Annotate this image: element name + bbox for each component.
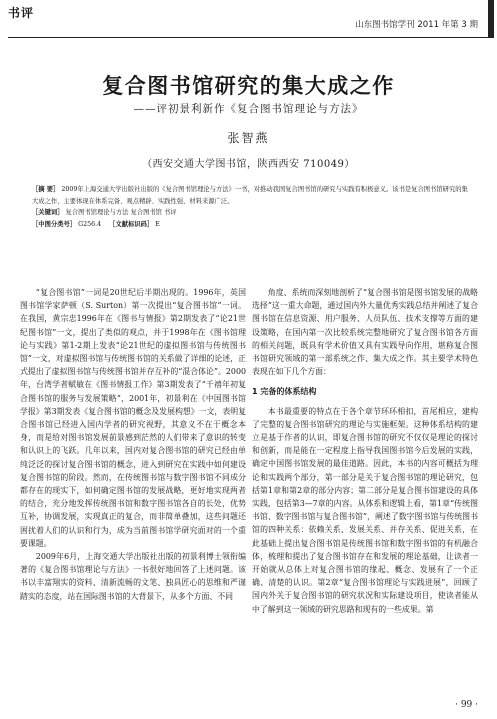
header-corner-bar — [488, 0, 494, 38]
page-number: · 99 · — [455, 700, 478, 710]
body-left-column — [20, 286, 246, 603]
keywords-line — [32, 207, 472, 219]
abstract-block — [32, 184, 472, 230]
article-title: 复合图书馆研究的集大成之作 — [102, 73, 395, 98]
abstract-line — [32, 184, 472, 207]
keywords-text: 复合图书馆理论与方法 复合图书馆 书评 — [65, 209, 177, 216]
doc-code-label: ［文献标识码］ — [109, 220, 154, 228]
keywords-label: ［关键词］ — [32, 209, 64, 216]
abstract-text: 2009年上海交通大学出版社出版的《复合图书馆理论与方法》一书，对推动我国复合图书馆的研究与实践有积极意义。该书是复合图书馆研究的集大成之作，主要体现在体系完备、观点精辟、实践性强、材料来源广泛。 — [32, 186, 468, 205]
author-affiliation: （西安交通大学图书馆，陕西西安 710049） — [142, 159, 355, 170]
body-paragraph: 角度、系统而深刻地剖析了“复合图书馆是图书馆发展的战略选择”这一重大命题，通过国内外大量优秀实践总结并阐述了复合图书馆在信息资源、用户服务、人员队伍、技术支撑等方面的建设策略，在国内第一次比较系统完整地研究了复合图书馆各方面的相关问题，既具有学术价值又具有实践导向作用，堪称复合图书馆研究领域的第一部系统之作、集大成之作。其主要学术特色表现在如下几个方面： — [252, 288, 478, 377]
journal-header: 山东图书馆学刊 2011 年第 3 期 — [355, 20, 478, 30]
classification-line — [32, 219, 472, 231]
body-paragraph: 2009年6月，上海交通大学出版社出版的初景利博士领衔编著的《复合图书馆理论与方法》一书很好地回答了上述问题。该书以丰富翔实的资料、清新流畅的文笔、独具匠心的思维和严谨踏实的态度，站在国际图书馆的大背景下，从多个方面、不同 — [20, 552, 246, 601]
article-subtitle: ——评初景利新作《复合图书馆理论与方法》 — [133, 103, 364, 115]
author-name: 张智燕 — [227, 131, 270, 145]
clc-label: ［中图分类号］ — [32, 220, 77, 228]
clc-code: G256.4 — [78, 220, 102, 228]
body-paragraph: 本书最重要的特点在于各个章节环环相扣，首尾相应，建构了完整的复合图书馆研究的理论与实施框架。这种体系结构的建立是基于作者的认识，即复合图书馆的研究不仅仅是理论的探讨和创新，而是能在一定程度上指导我国图书馆今后发展的实践，确定中国图书馆发展的最佳道路。因此，本书的内容可概括为理论和实践两个部分，第一部分是关于复合图书馆的理论研究，包括第1章和第2章的部分内容；第二部分是复合图书馆建设的具体实践，包括第3—7章的内容。从体系和逻辑上看，第1章“传统图书馆、数字图书馆与复合图书馆”，阐述了数字图书馆与传统图书馆的四种关系：依赖关系、发展关系、并存关系、促进关系，在此基础上提出复合图书馆是传统图书馆和数字图书馆的有机融合体，梳理和提出了复合图书馆存在和发展的理论基础，让读者一开始就从总体上对复合图书馆的缘起、概念、发展有了一个正确、清楚的认识。第2章“复合图书馆理论与实践进展”，回顾了国内外关于复合图书馆的研究状况和实际建设项目，使读者能从中了解到这一领域的研究思路和现有的一些成果。第 — [252, 406, 478, 614]
doc-code: E — [155, 220, 160, 228]
header-rule — [8, 37, 488, 38]
abstract-label: ［摘 要］ — [32, 186, 60, 193]
body-paragraph: “复合图书馆”一词是20世纪后半期出现的。1996年，英国图书馆学家萨顿（S. Surton）第一次提出“复合图书馆”一词。在我国，黄宗忠1996年在《图书与情报》第2期发表了“论21世纪图书馆”一文，提出了类似的观点，并于1998年在《图书馆理论与实践》第1-2期上发表“论21世纪的虚拟图书馆与传统图书馆”一文，对虚拟图书馆与传统图书馆的关系做了详细的论述，正式提出了虚拟图书馆与传统图书馆并存互补的“混合体论”。2000年，台湾学者赋敏在《图书情报工作》第3期发表了“千禧年初复合图书馆的服务与发展策略”，2001年，初景利在《中国图书馆学报》第3期发表《复合图书馆的概念及发展构想》一文，表明复合图书馆已经进入国内学者的研究视野，其意义不在于概念本身，而是给对图书馆发展前景感到茫然的人们带来了意识的转变和认识上的飞跃。几年以来，国内对复合图书馆的研究已经由单纯泛泛的探讨复合图书馆的概念，进入到研究在实践中如何建设复合图书馆的阶段。然而，在传统图书馆与数字图书馆不同成分都存在的现实下，如何确定图书馆的发展战略，更好地实现两者的结合，充分地发挥传统图书馆和数字图书馆各自的长处，优势互补，协调发展，实现真正的复合，而非简单叠加，这些问题还困扰着人们的认识和行为，成为当前图书馆学研究面对的一个重要课题。 — [20, 288, 246, 548]
body-right-column — [252, 286, 478, 616]
section-tag: 书评 — [8, 6, 35, 20]
section-heading: 1 完备的体系结构 — [252, 387, 317, 397]
